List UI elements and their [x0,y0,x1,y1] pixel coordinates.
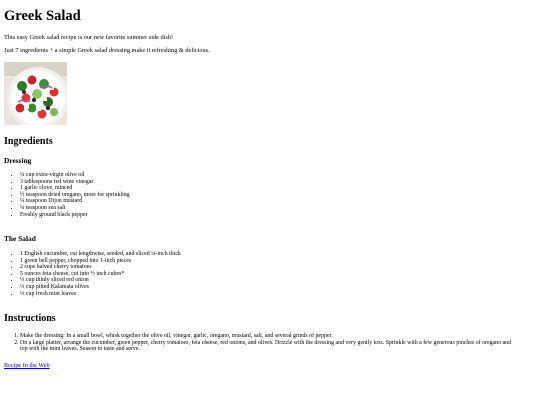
salad-image [4,62,67,125]
page-title: Greek Salad [4,8,81,24]
list-item: • Freshly ground black pepper [20,212,130,219]
intro-subtext: Just 7 ingredients + a simple Greek salad dressing make it refreshing & delicious. [4,47,210,54]
greek-salad-photo [4,62,67,125]
instructions-list [0,333,520,353]
list-item: • 1 garlic clove, minced [20,185,130,192]
instruction-step: 2. On a large platter, arrange the cucumber, green pepper, cherry tomatoes, feta cheese, red onions, and olives. Drizzle with the dressing and very gently toss. Sprinkle with a few generous pinches of oregano and top with the mint leaves. Season to taste and serve. [20,340,520,353]
list-item: • ¼ cup extra-virgin olive oil [20,172,130,179]
dressing-ingredient-list [0,172,130,218]
instructions-heading: Instructions [4,313,56,324]
recipe-web-link[interactable]: Recipe In the Web [4,362,50,369]
list-item: • ¼ teaspoon Dijon mustard [20,198,130,205]
list-item: • 3 tablespoons red wine vinegar [20,179,130,186]
list-item: • 1 green bell pepper, chopped into 1-inch pieces [20,258,181,265]
ingredients-heading: Ingredients [4,136,53,147]
list-item: • 1 English cucumber, cut lengthwise, seeded, and sliced ¼-inch thick [20,251,181,258]
dressing-heading: Dressing [4,156,32,165]
list-item: • ⅓ cup thinly sliced red onion [20,277,181,284]
salad-heading: The Salad [4,234,36,243]
list-item: • 2 cups halved cherry tomatoes [20,264,181,271]
intro-text: This easy Greek salad recipe is our new favorite summer side dish! [4,34,174,41]
salad-ingredient-list [0,251,181,297]
list-item: • ¼ teaspoon sea salt [20,205,130,212]
list-item: • ⅓ cup pitted Kalamata olives [20,284,181,291]
list-item: • ⅓ cup fresh mint leaves [20,291,181,298]
list-item: • 5 ounces feta cheese, cut into ½ inch cubes* [20,271,181,278]
instruction-step: 1. Make the dressing: In a small bowl, whisk together the olive oil, vinegar, garlic, oregano, mustard, salt, and several grinds of pepper. [20,333,520,340]
list-item: • ½ teaspoon dried oregano, more for sprinkling [20,192,130,199]
